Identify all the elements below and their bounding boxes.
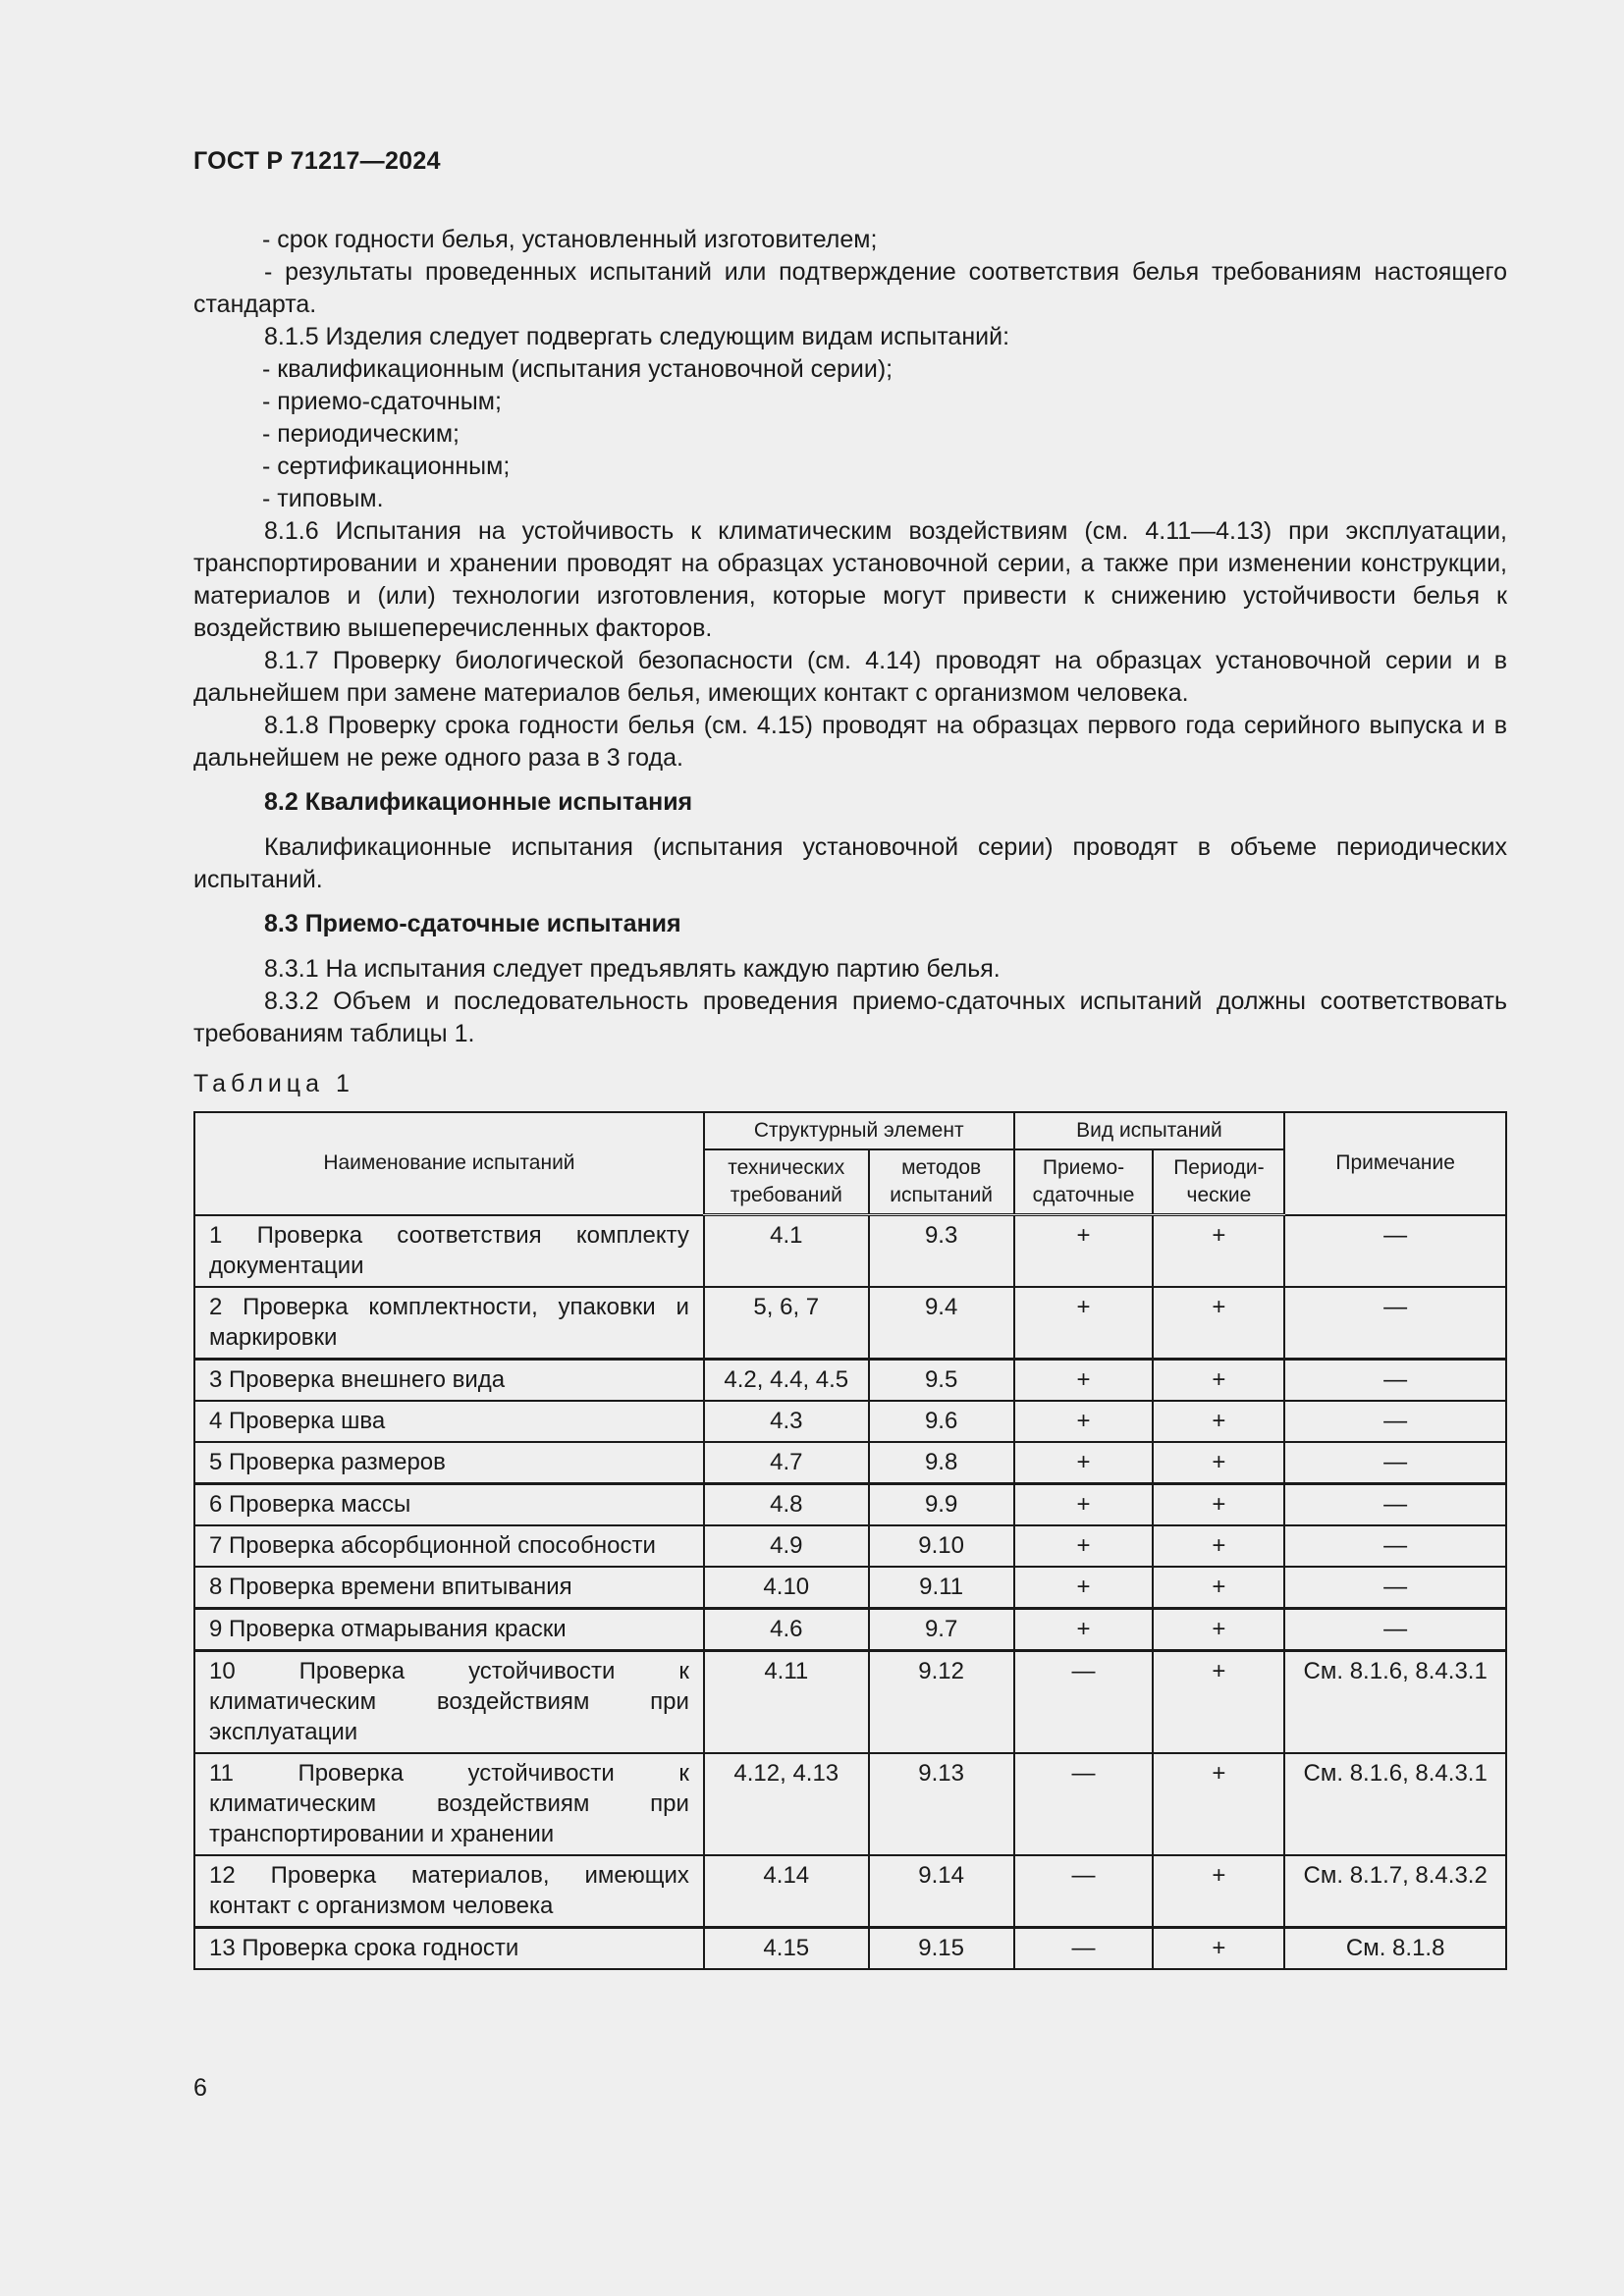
table-row [194, 1753, 1506, 1855]
test-name-cell: 7 Проверка абсорбционной способности [194, 1525, 704, 1567]
tech-requirement-cell: 4.14 [704, 1855, 869, 1928]
list-item: - приемо-сдаточным; [262, 388, 502, 415]
table-row [194, 1442, 1506, 1484]
test-method-cell: 9.6 [869, 1401, 1014, 1442]
test-method-cell: 9.7 [869, 1608, 1014, 1650]
tech-requirement-cell: 4.1 [704, 1215, 869, 1287]
header-note: Примечание [1284, 1112, 1506, 1215]
note-cell: — [1284, 1287, 1506, 1360]
acceptance-mark-cell: + [1014, 1287, 1154, 1360]
table-body [194, 1215, 1506, 1969]
note-cell: См. 8.1.8 [1284, 1927, 1506, 1969]
test-name-cell: 8 Проверка времени впитывания [194, 1567, 704, 1609]
tests-table [193, 1111, 1507, 1970]
paragraph: 8.1.7 Проверку биологической безопасности (см. 4.14) проводят на образцах установочной серии и в дальнейшем при замене материалов белья, имеющих контакт с организмом человека. [193, 647, 1507, 707]
tech-requirement-cell: 4.8 [704, 1483, 869, 1525]
table-row [194, 1359, 1506, 1401]
tech-requirement-cell: 4.9 [704, 1525, 869, 1567]
test-name-cell: 11 Проверка устойчивости к климатическим воздействиям при транспортировании и хранении [194, 1753, 704, 1855]
document-body [193, 224, 1507, 1970]
acceptance-mark-cell: + [1014, 1401, 1154, 1442]
section-heading: 8.2 Квалификационные испытания [264, 788, 693, 816]
note-cell: См. 8.1.7, 8.4.3.2 [1284, 1855, 1506, 1928]
tech-requirement-cell: 5, 6, 7 [704, 1287, 869, 1360]
paragraph: - срок годности белья, установленный изготовителем; [262, 226, 878, 253]
test-name-cell: 3 Проверка внешнего вида [194, 1359, 704, 1401]
test-method-cell: 9.11 [869, 1567, 1014, 1609]
acceptance-mark-cell: + [1014, 1215, 1154, 1287]
list-item: - сертификационным; [262, 453, 511, 480]
note-cell: — [1284, 1608, 1506, 1650]
header-tech-requirements: технических требований [704, 1149, 869, 1215]
test-name-cell: 5 Проверка размеров [194, 1442, 704, 1484]
tech-requirement-cell: 4.7 [704, 1442, 869, 1484]
tech-requirement-cell: 4.2, 4.4, 4.5 [704, 1359, 869, 1401]
section-heading: 8.3 Приемо-сдаточные испытания [264, 910, 681, 937]
test-method-cell: 9.13 [869, 1753, 1014, 1855]
test-method-cell: 9.5 [869, 1359, 1014, 1401]
periodic-mark-cell: + [1153, 1927, 1284, 1969]
acceptance-mark-cell: — [1014, 1650, 1154, 1753]
paragraph: - результаты проведенных испытаний или подтверждение соответствия белья требованиям настоящего стандарта. [193, 258, 1507, 318]
periodic-mark-cell: + [1153, 1525, 1284, 1567]
table-row [194, 1287, 1506, 1360]
table-row [194, 1401, 1506, 1442]
table-row [194, 1215, 1506, 1287]
test-method-cell: 9.3 [869, 1215, 1014, 1287]
periodic-mark-cell: + [1153, 1483, 1284, 1525]
list-item: - типовым. [262, 485, 384, 512]
table-row [194, 1525, 1506, 1567]
periodic-mark-cell: + [1153, 1442, 1284, 1484]
note-cell: См. 8.1.6, 8.4.3.1 [1284, 1650, 1506, 1753]
note-cell: — [1284, 1442, 1506, 1484]
paragraph: 8.1.6 Испытания на устойчивость к климатическим воздействиям (см. 4.11—4.13) при эксплуатации, транспортировании и хранении проводят на образцах установочной серии, а также при изменении конструкции, материалов и (или) технологии изготовления, которые могут привести к снижению устойчивости белья к воздействию вышеперечисленных факторов. [193, 517, 1507, 642]
note-cell: — [1284, 1359, 1506, 1401]
test-method-cell: 9.8 [869, 1442, 1014, 1484]
header-test-name: Наименование испытаний [194, 1112, 704, 1215]
acceptance-mark-cell: + [1014, 1483, 1154, 1525]
note-cell: — [1284, 1483, 1506, 1525]
note-cell: — [1284, 1215, 1506, 1287]
test-name-cell: 1 Проверка соответствия комплекту документации [194, 1215, 704, 1287]
test-name-cell: 13 Проверка срока годности [194, 1927, 704, 1969]
tech-requirement-cell: 4.12, 4.13 [704, 1753, 869, 1855]
table-row [194, 1650, 1506, 1753]
paragraph: Квалификационные испытания (испытания установочной серии) проводят в объеме периодических испытаний. [193, 833, 1507, 893]
table-row [194, 1608, 1506, 1650]
periodic-mark-cell: + [1153, 1608, 1284, 1650]
test-name-cell: 6 Проверка массы [194, 1483, 704, 1525]
paragraph: 8.1.5 Изделия следует подвергать следующим видам испытаний: [264, 323, 1010, 350]
note-cell: — [1284, 1525, 1506, 1567]
test-method-cell: 9.9 [869, 1483, 1014, 1525]
acceptance-mark-cell: — [1014, 1927, 1154, 1969]
periodic-mark-cell: + [1153, 1359, 1284, 1401]
note-cell: — [1284, 1401, 1506, 1442]
periodic-mark-cell: + [1153, 1753, 1284, 1855]
list-item: - периодическим; [262, 420, 460, 448]
acceptance-mark-cell: + [1014, 1525, 1154, 1567]
header-structural-element: Структурный элемент [704, 1112, 1014, 1149]
periodic-mark-cell: + [1153, 1650, 1284, 1753]
note-cell: — [1284, 1567, 1506, 1609]
acceptance-mark-cell: + [1014, 1608, 1154, 1650]
acceptance-mark-cell: + [1014, 1567, 1154, 1609]
header-test-kind: Вид испытаний [1014, 1112, 1285, 1149]
periodic-mark-cell: + [1153, 1287, 1284, 1360]
test-name-cell: 12 Проверка материалов, имеющих контакт с организмом человека [194, 1855, 704, 1928]
test-name-cell: 2 Проверка комплектности, упаковки и маркировки [194, 1287, 704, 1360]
header-test-methods: методов испытаний [869, 1149, 1014, 1215]
acceptance-mark-cell: — [1014, 1855, 1154, 1928]
periodic-mark-cell: + [1153, 1855, 1284, 1928]
acceptance-mark-cell: + [1014, 1442, 1154, 1484]
periodic-mark-cell: + [1153, 1215, 1284, 1287]
page-number: 6 [193, 2074, 207, 2102]
test-method-cell: 9.10 [869, 1525, 1014, 1567]
test-method-cell: 9.15 [869, 1927, 1014, 1969]
paragraph: 8.3.1 На испытания следует предъявлять каждую партию белья. [264, 955, 1001, 983]
table-row [194, 1855, 1506, 1928]
test-method-cell: 9.4 [869, 1287, 1014, 1360]
note-cell: См. 8.1.6, 8.4.3.1 [1284, 1753, 1506, 1855]
list-item: - квалификационным (испытания установочной серии); [262, 355, 893, 383]
acceptance-mark-cell: + [1014, 1359, 1154, 1401]
test-name-cell: 9 Проверка отмарывания краски [194, 1608, 704, 1650]
document-header: ГОСТ Р 71217—2024 [193, 147, 441, 175]
tech-requirement-cell: 4.3 [704, 1401, 869, 1442]
table-row [194, 1567, 1506, 1609]
periodic-mark-cell: + [1153, 1401, 1284, 1442]
test-method-cell: 9.14 [869, 1855, 1014, 1928]
tech-requirement-cell: 4.10 [704, 1567, 869, 1609]
header-acceptance: Приемо-сдаточные [1014, 1149, 1154, 1215]
tech-requirement-cell: 4.6 [704, 1608, 869, 1650]
table-caption: Таблица 1 [193, 1070, 354, 1097]
tech-requirement-cell: 4.11 [704, 1650, 869, 1753]
test-name-cell: 10 Проверка устойчивости к климатическим воздействиям при эксплуатации [194, 1650, 704, 1753]
table-row [194, 1927, 1506, 1969]
header-periodic: Периоди-ческие [1153, 1149, 1284, 1215]
test-name-cell: 4 Проверка шва [194, 1401, 704, 1442]
test-method-cell: 9.12 [869, 1650, 1014, 1753]
table-row [194, 1483, 1506, 1525]
paragraph: 8.3.2 Объем и последовательность проведения приемо-сдаточных испытаний должны соответствовать требованиям таблицы 1. [193, 988, 1507, 1047]
tech-requirement-cell: 4.15 [704, 1927, 869, 1969]
periodic-mark-cell: + [1153, 1567, 1284, 1609]
paragraph: 8.1.8 Проверку срока годности белья (см. 4.15) проводят на образцах первого года серийного выпуска и в дальнейшем не реже одного раза в 3 года. [193, 712, 1507, 772]
acceptance-mark-cell: — [1014, 1753, 1154, 1855]
